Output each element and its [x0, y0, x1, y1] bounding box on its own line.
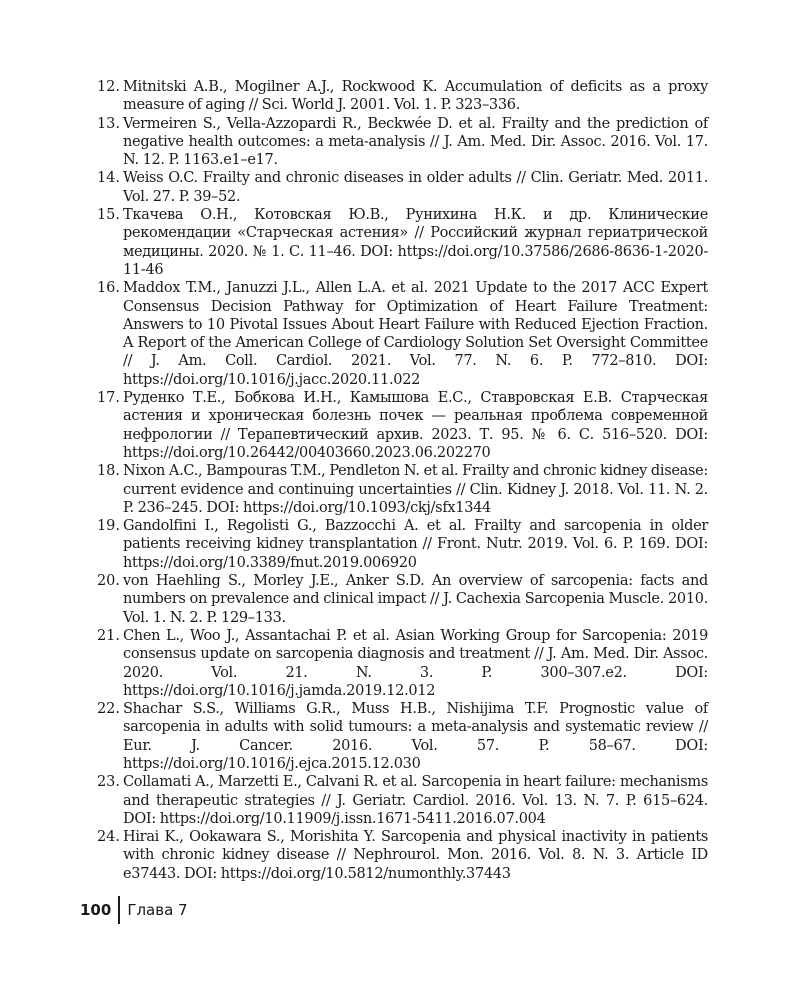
- reference-number: 13.: [96, 115, 120, 132]
- reference-item: [92, 279, 708, 389]
- reference-text: Weiss O.C. Frailty and chronic diseases in older adults // Clin. Geriatr. Med. 2011. Vol. 27. P. 39–52.: [123, 170, 708, 205]
- reference-item: [92, 627, 708, 700]
- reference-text: Shachar S.S., Williams G.R., Muss H.B., Nishijima T.F. Prognostic value of sarcopenia in adults with solid tumours: a meta-analysis and systematic review // Eur. J. Cancer. 2016. Vol. 57. P. 58–67. DOI: https://doi.org/10.1016/j.ejca.2015.12.030: [123, 701, 708, 772]
- reference-text: Collamati A., Marzetti E., Calvani R. et al. Sarcopenia in heart failure: mechanisms and therapeutic strategies // J. Geriatr. Cardiol. 2016. Vol. 13. N. 7. P. 615–624. DOI: https://doi.org/10.11909/j.issn.1671-5411.2016.07.004: [123, 774, 708, 827]
- reference-number: 19.: [96, 518, 120, 535]
- reference-text: Mitnitski A.B., Mogilner A.J., Rockwood K. Accumulation of deficits as a proxy measure of aging // Sci. World J. 2001. Vol. 1. P. 323–336.: [123, 79, 708, 114]
- reference-number: 20.: [96, 573, 120, 590]
- reference-number: 15.: [96, 207, 120, 224]
- reference-number: 12.: [96, 79, 120, 95]
- reference-item: [92, 572, 708, 627]
- reference-item: [92, 78, 708, 115]
- reference-item: [92, 206, 708, 279]
- reference-item: [92, 828, 708, 883]
- reference-text: Nixon A.C., Bampouras T.M., Pendleton N. et al. Frailty and chronic kidney disease: current evidence and continuing uncertainties // Clin. Kidney J. 2018. Vol. 11. N. 2. P. 236–245. DOI: https://doi.org/10.1093/ckj/sfx1344: [123, 463, 708, 516]
- reference-text: Chen L., Woo J., Assantachai P. et al. Asian Working Group for Sarcopenia: 2019 consensus update on sarcopenia diagnosis and treatment // J. Am. Med. Dir. Assoc. 2020. Vol. 21. N. 3. P. 300–307.e2. DOI: https://doi.org/10.1016/j.jamda.2019.12.012: [123, 627, 708, 699]
- reference-text: Vermeiren S., Vella-Azzopardi R., Beckwée D. et al. Frailty and the prediction of negative health outcomes: a meta-analysis // J. Am. Med. Dir. Assoc. 2016. Vol. 17. N. 12. P. 1163.e1–e17.: [123, 115, 708, 169]
- reference-list: [92, 78, 708, 883]
- reference-number: 18.: [96, 463, 120, 480]
- reference-number: 16.: [96, 280, 120, 297]
- page-number: 100: [80, 901, 112, 919]
- reference-text: Руденко Т.Е., Бобкова И.Н., Камышова Е.С., Ставровская Е.В. Старческая астения и хроническая болезнь почек — реальная проблема современной нефрологии // Терапевтический архив. 2023. Т. 95. № 6. С. 516–520. DOI: https://doi.org/10.26442/00403660.2023.06.202270: [123, 390, 708, 461]
- reference-number: 14.: [96, 170, 120, 187]
- reference-number: 17.: [96, 390, 120, 407]
- reference-item: [92, 115, 708, 170]
- reference-item: [92, 700, 708, 773]
- reference-text: von Haehling S., Morley J.E., Anker S.D. An overview of sarcopenia: facts and numbers on prevalence and clinical impact // J. Cachexia Sarcopenia Muscle. 2010. Vol. 1. N. 2. P. 129–133.: [123, 573, 708, 626]
- reference-item: [92, 517, 708, 572]
- reference-text: Maddox T.M., Januzzi J.L., Allen L.A. et al. 2021 Update to the 2017 ACC Expert Consensus Decision Pathway for Optimization of Heart Failure Treatment: Answers to 10 Pivotal Issues About Heart Failure with Reduced Ejection Fraction. A Report of the American College of Cardiology Solution Set Oversight Committee // J. Am. Coll. Cardiol. 2021. Vol. 77. N. 6. P. 772–810. DOI: https://doi.org/10.1016/j.jacc.2020.11.022: [123, 280, 708, 388]
- reference-item: [92, 773, 708, 828]
- reference-text: Hirai K., Ookawara S., Morishita Y. Sarcopenia and physical inactivity in patients with chronic kidney disease // Nephrourol. Mon. 2016. Vol. 8. N. 3. Article ID e37443. DOI: https://doi.org/10.5812/numonthly.37443: [123, 829, 708, 882]
- reference-text: Gandolfini I., Regolisti G., Bazzocchi A. et al. Frailty and sarcopenia in older patients receiving kidney transplantation // Front. Nutr. 2019. Vol. 6. P. 169. DOI: https://doi.org/10.3389/fnut.2019.006920: [123, 518, 708, 571]
- page-footer: [80, 896, 188, 924]
- reference-item: [92, 389, 708, 462]
- reference-number: 24.: [96, 829, 120, 846]
- reference-item: [92, 169, 708, 206]
- reference-number: 21.: [96, 627, 120, 644]
- reference-number: 22.: [96, 701, 120, 718]
- reference-text: Ткачева О.Н., Котовская Ю.В., Рунихина Н.К. и др. Клинические рекомендации «Старческая астения» // Российский журнал гериатрической медицины. 2020. № 1. С. 11–46. DOI: https://doi.org/10.37586/2686-8636-1-2020-11-46: [123, 207, 708, 278]
- reference-number: 23.: [96, 774, 120, 791]
- reference-item: [92, 462, 708, 517]
- chapter-label: Глава 7: [127, 901, 188, 919]
